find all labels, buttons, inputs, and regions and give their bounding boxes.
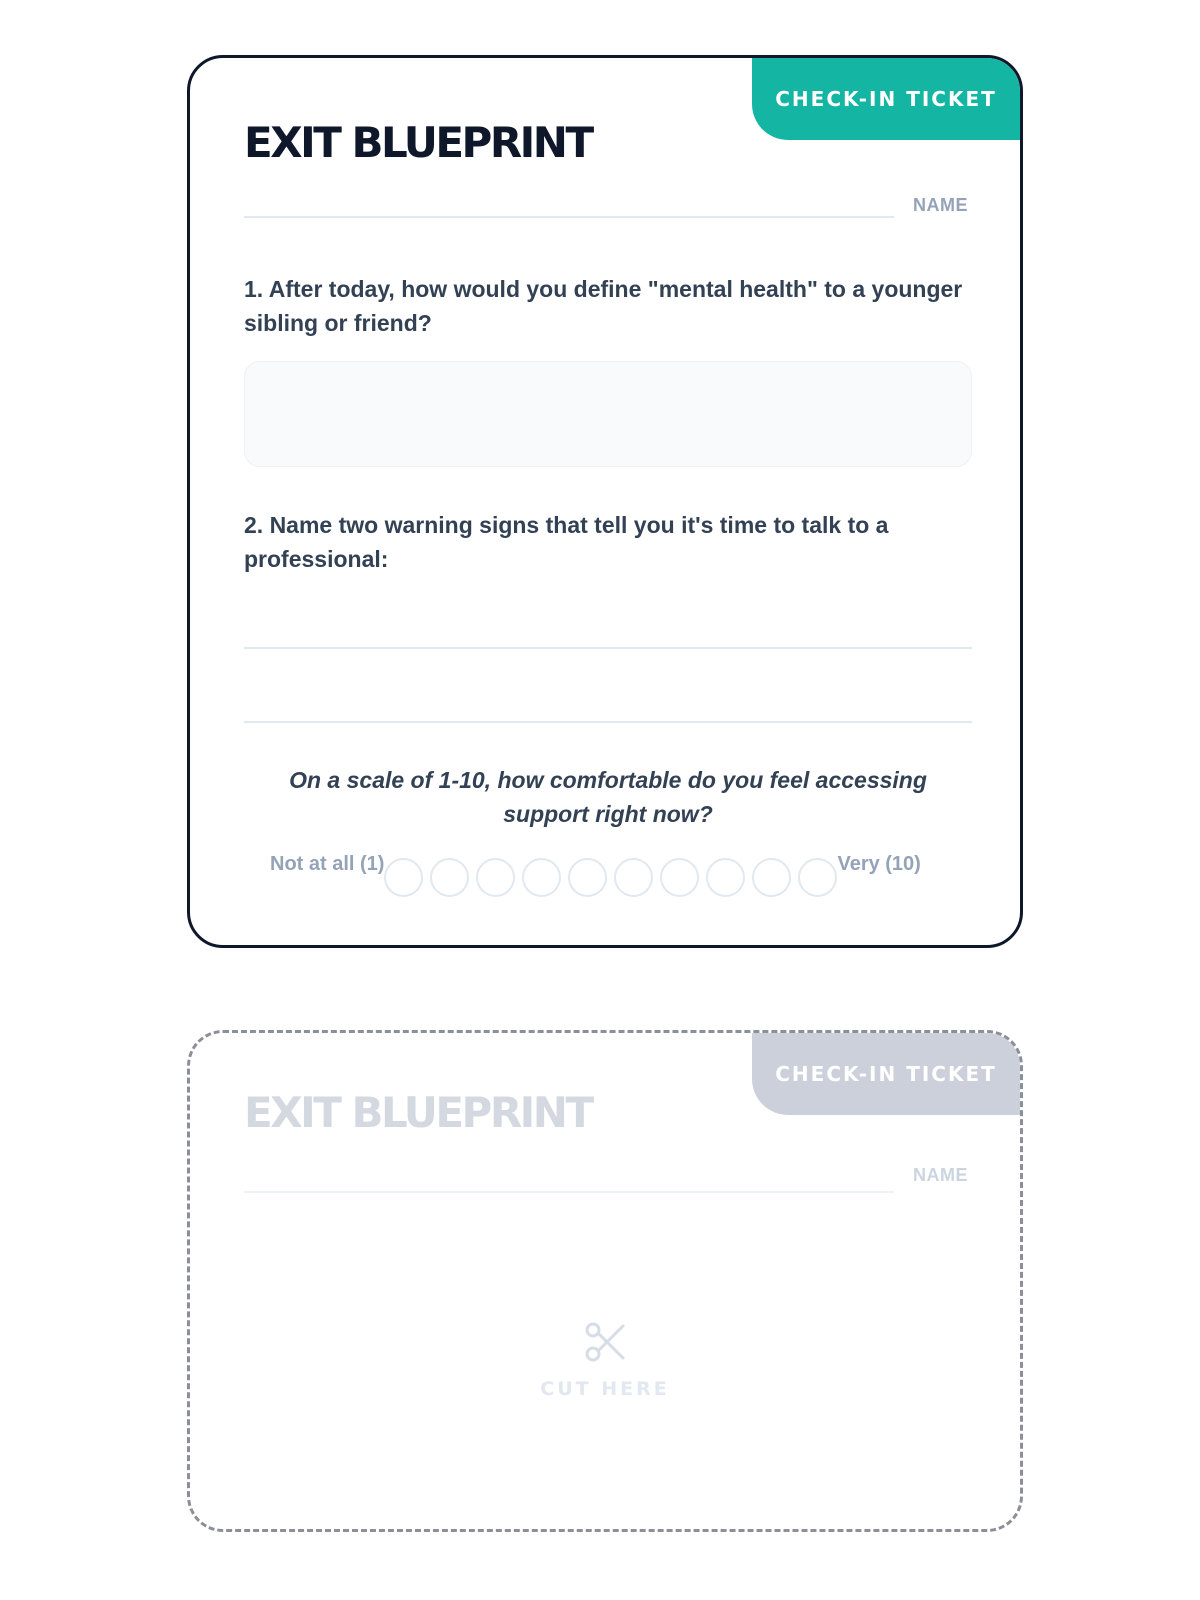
scissors-icon <box>581 1318 629 1366</box>
question-1: 1. After today, how would you define "mental health" to a younger sibling or friend? <box>244 276 963 336</box>
question-2-answer-line-2[interactable] <box>244 721 972 723</box>
ghost-check-in-ticket-tag: CHECK-IN TICKET <box>752 1033 1020 1115</box>
scale-max-label: Very (10) <box>837 853 921 875</box>
name-label: NAME <box>913 195 968 215</box>
check-in-ticket-tag: CHECK-IN TICKET <box>752 58 1020 140</box>
scale-option-7[interactable] <box>660 858 699 897</box>
scale-question: On a scale of 1-10, how comfortable do you feel accessing support right now? <box>289 767 927 827</box>
ghost-ticket-title: EXIT BLUEPRINT <box>244 1088 592 1137</box>
question-1-answer-box[interactable] <box>244 361 972 467</box>
question-2: 2. Name two warning signs that tell you it's time to talk to a professional: <box>244 512 889 572</box>
ghost-name-line <box>244 1191 894 1193</box>
scale-option-5[interactable] <box>568 858 607 897</box>
comfort-scale <box>270 852 921 897</box>
scale-option-1[interactable] <box>384 858 423 897</box>
name-input-line[interactable] <box>244 216 894 218</box>
check-in-ticket-card <box>187 55 1023 948</box>
scale-min-label: Not at all (1) <box>270 853 385 875</box>
cut-here-marker <box>190 1318 1020 1400</box>
scale-option-10[interactable] <box>798 858 837 897</box>
scale-option-3[interactable] <box>476 858 515 897</box>
scale-option-9[interactable] <box>752 858 791 897</box>
scale-option-8[interactable] <box>706 858 745 897</box>
scale-option-2[interactable] <box>430 858 469 897</box>
cut-here-label: CUT HERE <box>540 1378 670 1400</box>
scale-option-4[interactable] <box>522 858 561 897</box>
scale-option-6[interactable] <box>614 858 653 897</box>
cut-out-ticket-card <box>187 1030 1023 1532</box>
question-2-answer-line-1[interactable] <box>244 647 972 649</box>
ticket-title: EXIT BLUEPRINT <box>244 118 592 167</box>
ghost-name-label: NAME <box>913 1165 968 1185</box>
scale-options <box>384 858 837 897</box>
